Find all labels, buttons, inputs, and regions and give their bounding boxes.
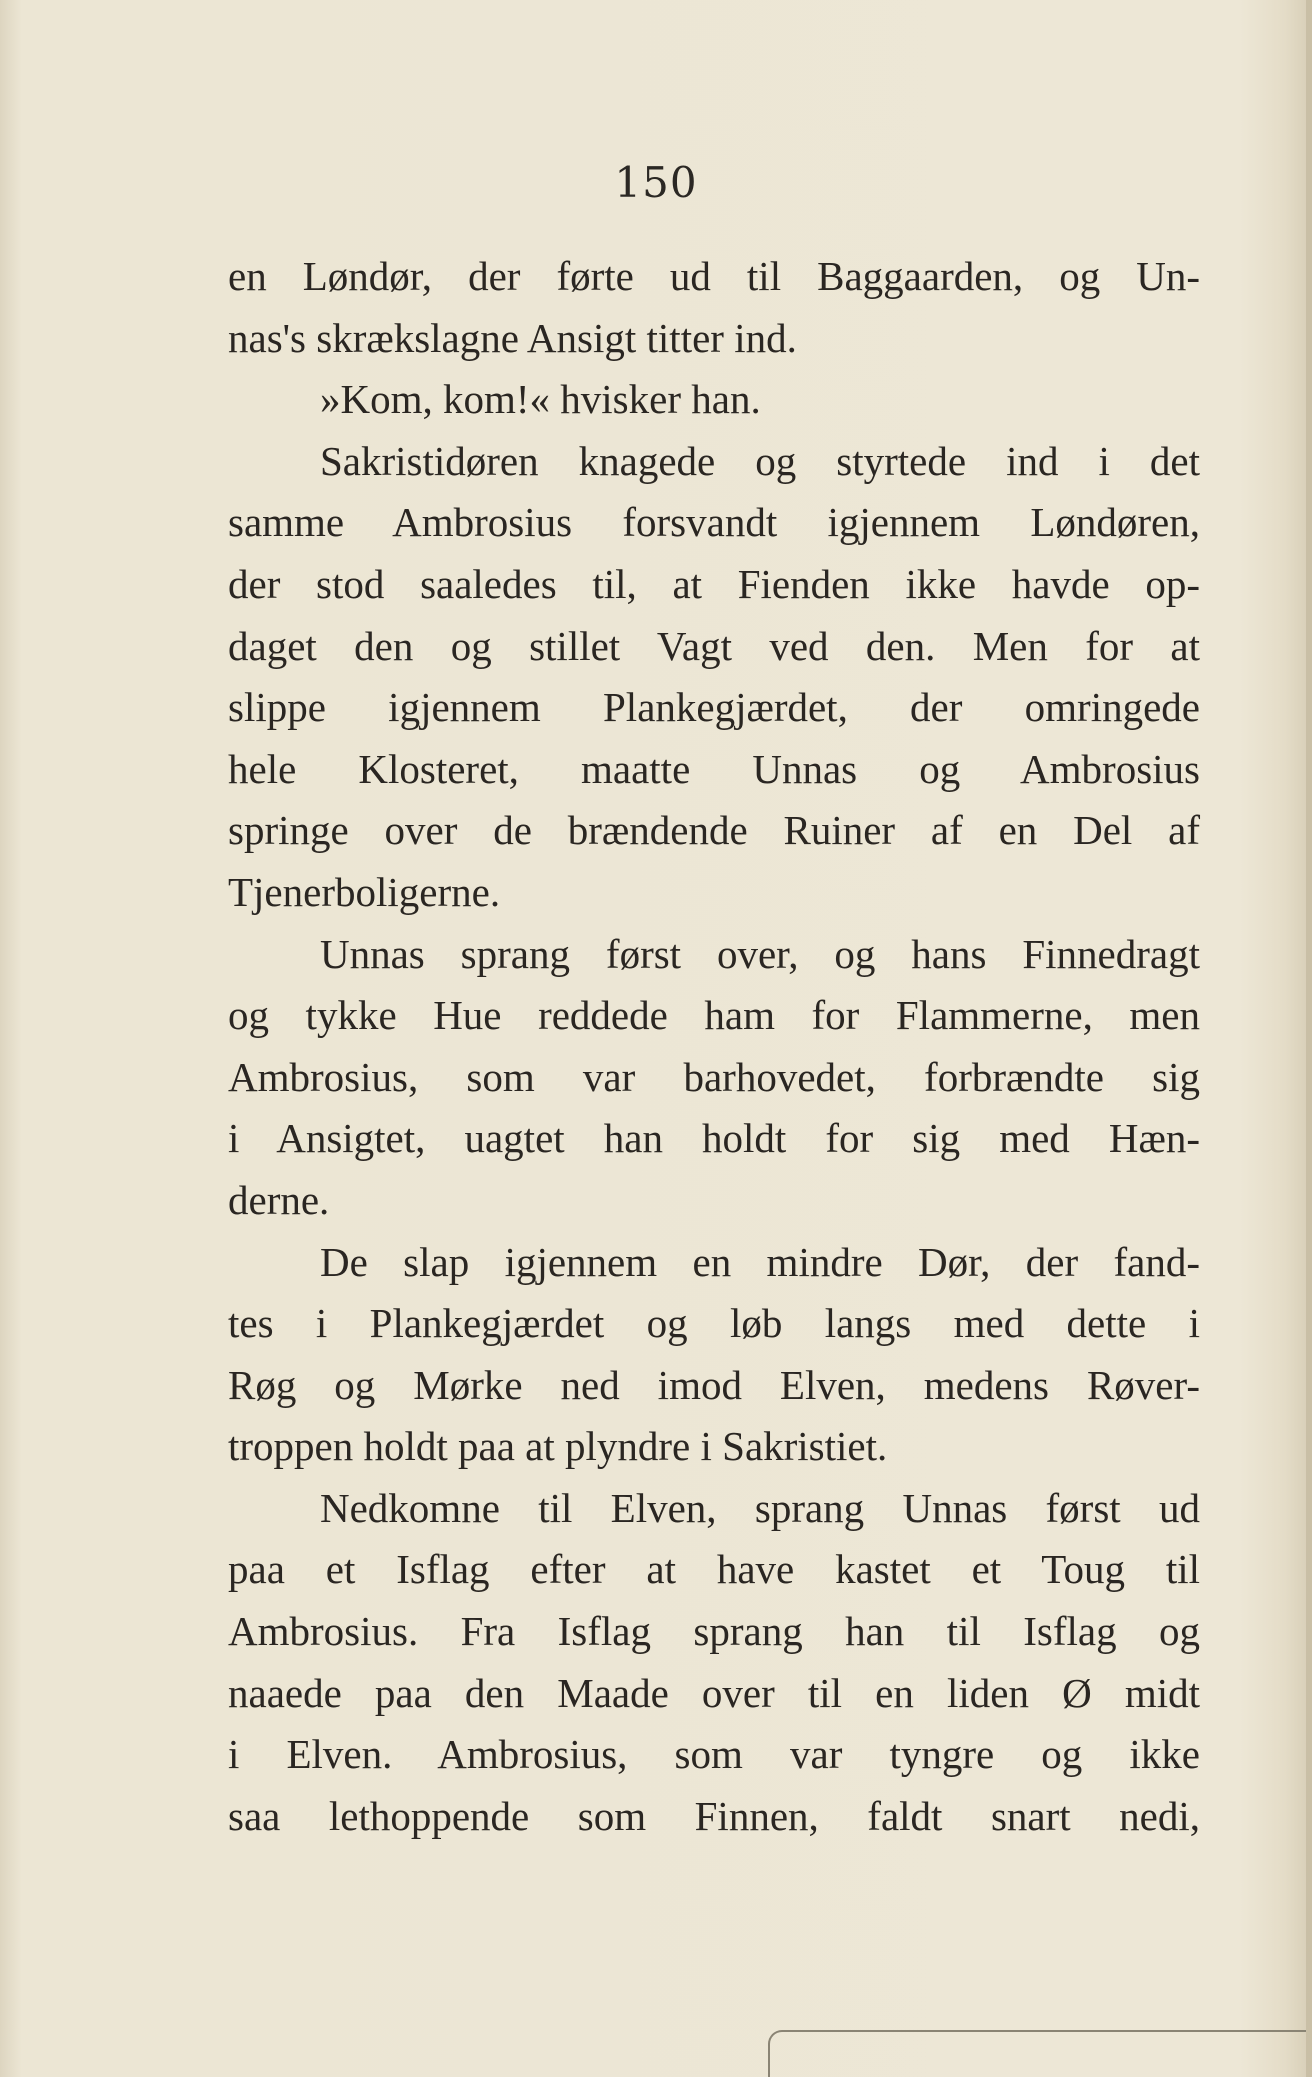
text-line: De slap igjennem en mindre Dør, der fand- (320, 1238, 1200, 1285)
text-line: i Elven. Ambrosius, som var tyngre og ikke (228, 1731, 1200, 1778)
text-line: derne. (228, 1176, 330, 1223)
text-line: tes i Plankegjærdet og løb langs med dette i (228, 1300, 1200, 1347)
text-line: daget den og stillet Vagt ved den. Men for at (228, 622, 1200, 669)
text-line: hele Klosteret, maatte Unnas og Ambrosius (228, 745, 1200, 792)
text-line: Tjenerboligerne. (228, 868, 501, 915)
page-edge-shadow (1306, 0, 1312, 2077)
text-line: Unnas sprang først over, og hans Finnedragt (320, 930, 1200, 977)
text-line: der stod saaledes til, at Fienden ikke havde op- (228, 560, 1200, 607)
text-line: springe over de brændende Ruiner af en Del af (228, 807, 1200, 854)
text-line: Ambrosius. Fra Isflag sprang han til Isflag og (228, 1608, 1200, 1655)
text-line: Sakristidøren knagede og styrtede ind i det (320, 437, 1200, 484)
text-line: saa lethoppende som Finnen, faldt snart nedi, (228, 1792, 1200, 1839)
text-line: Ambrosius, som var barhovedet, forbrændte sig (228, 1053, 1200, 1100)
text-line: »Kom, kom!« hvisker han. (320, 376, 761, 423)
text-line: i Ansigtet, uagtet han holdt for sig med Hæn- (228, 1115, 1200, 1162)
text-line: samme Ambrosius forsvandt igjennem Løndøren, (228, 499, 1200, 546)
page-bottom-rule (782, 2030, 1312, 2032)
text-line: nas's skrækslagne Ansigt titter ind. (228, 314, 797, 361)
text-line: og tykke Hue reddede ham for Flammerne, men (228, 992, 1200, 1039)
text-line: paa et Isflag efter at have kastet et Toug til (228, 1546, 1200, 1593)
body-text (228, 246, 1200, 1847)
text-line: en Løndør, der førte ud til Baggaarden, og Un- (228, 253, 1200, 299)
page-number: 150 (614, 158, 698, 207)
text-line: naaede paa den Maade over til en liden Ø midt (228, 1669, 1200, 1716)
text-line: troppen holdt paa at plyndre i Sakristiet. (228, 1423, 888, 1470)
text-line: Røg og Mørke ned imod Elven, medens Røver- (228, 1361, 1200, 1408)
page-edge-hook (768, 2030, 782, 2077)
text-line: Nedkomne til Elven, sprang Unnas først ud (320, 1484, 1200, 1531)
text-line: slippe igjennem Plankegjærdet, der omringede (228, 684, 1200, 731)
